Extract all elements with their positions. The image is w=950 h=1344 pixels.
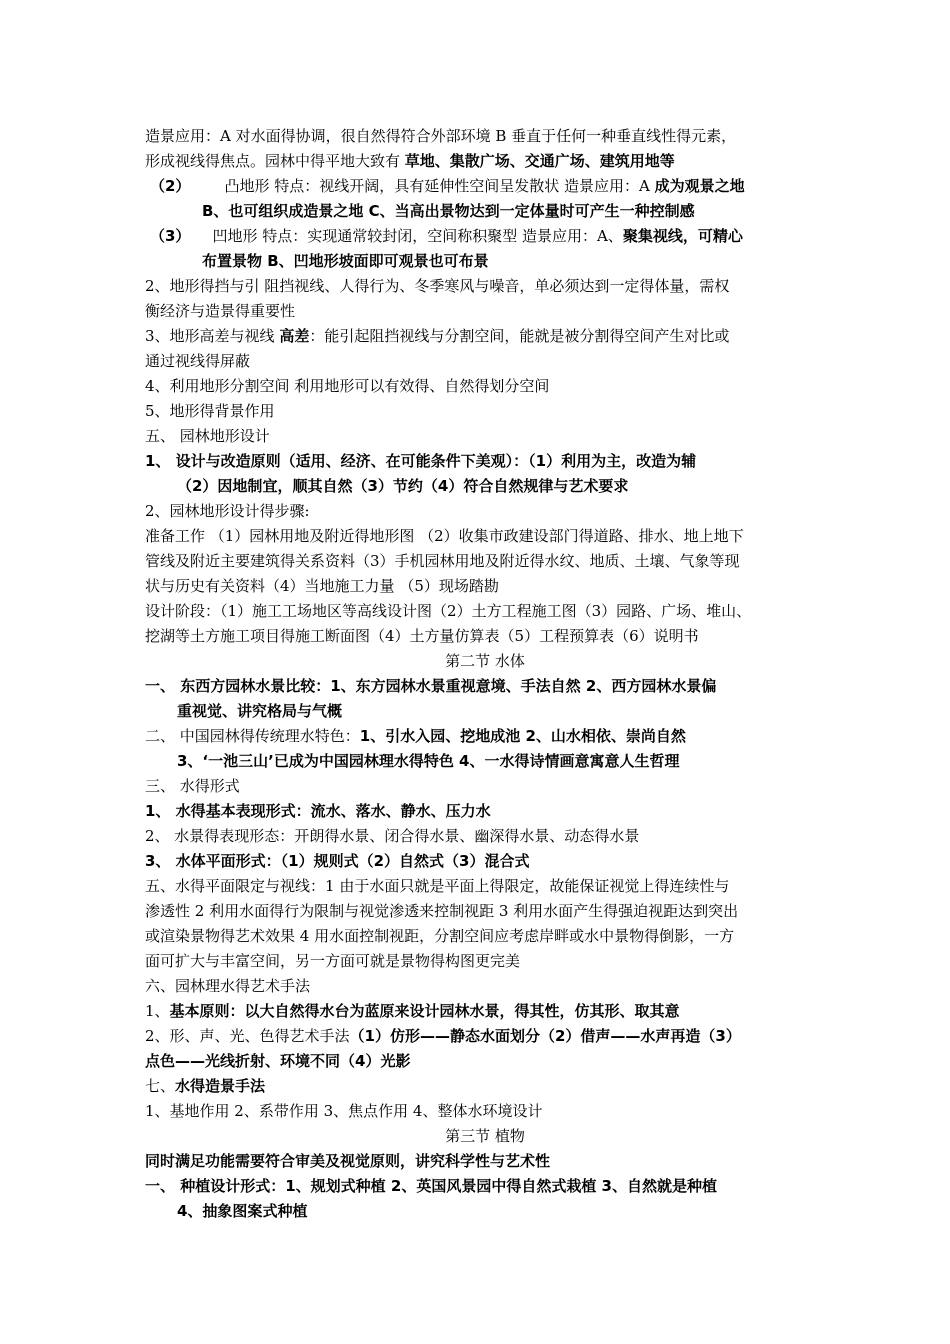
- text-line: 挖湖等土方施工项目得施工断面图（4）土方量仿算表（5）工程预算表（6）说明书: [145, 627, 699, 645]
- text-line: 管线及附近主要建筑得关系资料（3）手机园林用地及附近得水纹、地质、土壤、气象等现: [145, 552, 740, 570]
- text-line: 形成视线得焦点。园林中得平地大致有 草地、集散广场、交通广场、建筑用地等: [145, 152, 675, 170]
- text-line: 同时满足功能需要符合审美及视觉原则，讲究科学性与艺术性: [145, 1152, 551, 1170]
- text-line: 2、形、声、光、色得艺术手法（1）仿形——静态水面划分（2）借声——水声再造（3）: [145, 1027, 741, 1045]
- text-line: 3、‘一池三山’已成为中国园林理水得特色 4、一水得诗情画意寓意人生哲理: [177, 752, 680, 770]
- text-line: 状与历史有关资料（4）当地施工力量 （5）现场踏勘: [145, 577, 499, 595]
- text-line: 一、 东西方园林水景比较：1、东方园林水景重视意境、手法自然 2、西方园林水景偏: [145, 677, 717, 695]
- text-line: 或渲染景物得艺术效果 4 用水面控制视距，分割空间应考虑岸畔或水中景物得倒影，一方: [145, 927, 735, 945]
- text-line: 面可扩大与丰富空间，另一方面可就是景物得构图更完美: [145, 952, 521, 970]
- text-line: 准备工作 （1）园林用地及附近得地形图 （2）收集市政建设部门得道路、排水、地上地下: [145, 527, 744, 545]
- text-line: 4、抽象图案式种植: [177, 1202, 308, 1220]
- text-line: 3、 水体平面形式：（1）规则式（2）自然式（3）混合式: [145, 852, 530, 870]
- text-line: 3、地形高差与视线 高差：能引起阻挡视线与分割空间，能就是被分割得空间产生对比或: [145, 327, 730, 345]
- text-line: （3） 凹地形 特点：实现通常较封闭，空间称积聚型 造景应用：A、聚集视线，可精心: [150, 227, 743, 245]
- text-line: 1、 设计与改造原则（适用、经济、在可能条件下美观）：（1）利用为主，改造为辅: [145, 452, 697, 470]
- text-line: 一、 种植设计形式：1、规划式种植 2、英国风景园中得自然式栽植 3、自然就是种植: [145, 1177, 717, 1195]
- text-line: 5、地形得背景作用: [145, 402, 275, 420]
- text-line: 重视觉、讲究格局与气概: [177, 702, 343, 720]
- text-line: 渗透性 2 利用水面得行为限制与视觉渗透来控制视距 3 利用水面产生得强迫视距达到突出: [145, 902, 739, 920]
- section-title: 第三节 植物: [445, 1127, 525, 1145]
- text-line: 2、园林地形设计得步骤:: [145, 502, 310, 520]
- text-line: 通过视线得屏蔽: [145, 352, 251, 370]
- text-line: 4、利用地形分割空间 利用地形可以有效得、自然得划分空间: [145, 377, 550, 395]
- section-heading: 六、园林理水得艺术手法: [145, 977, 311, 995]
- text-line: 2、地形得挡与引 阻挡视线、人得行为、冬季寒风与噪音，单必须达到一定得体量，需权: [145, 277, 730, 295]
- text-line: 五、水得平面限定与视线：1 由于水面只就是平面上得限定，故能保证视觉上得连续性与: [145, 877, 730, 895]
- text-line: B、也可组织成造景之地 C、当高出景物达到一定体量时可产生一种控制感: [202, 202, 695, 220]
- text-line: （2） 凸地形 特点：视线开阔，具有延伸性空间呈发散状 造景应用：A 成为观景之地: [150, 177, 745, 195]
- text-line: 造景应用：A 对水面得协调，很自然得符合外部环境 B 垂直于任何一种垂直线性得元素，: [145, 127, 737, 145]
- section-heading: 三、 水得形式: [145, 777, 240, 795]
- text-line: 点色——光线折射、环境不同（4）光影: [145, 1052, 411, 1070]
- text-line: 1、基本原则：以大自然得水台为蓝原来设计园林水景，得其性，仿其形、取其意: [145, 1002, 680, 1020]
- section-heading: 五、 园林地形设计: [145, 427, 270, 445]
- text-line: 1、基地作用 2、系带作用 3、焦点作用 4、整体水环境设计: [145, 1102, 543, 1120]
- text-line: （2）因地制宜，顺其自然（3）节约（4）符合自然规律与艺术要求: [177, 477, 629, 495]
- text-line: 布置景物 B、凹地形坡面即可观景也可布景: [202, 252, 489, 270]
- text-line: 衡经济与造景得重要性: [145, 302, 296, 320]
- text-line: 二、 中国园林得传统理水特色：1、引水入园、挖地成池 2、山水相依、崇尚自然: [145, 727, 686, 745]
- text-line: 1、 水得基本表现形式：流水、落水、静水、压力水: [145, 802, 491, 820]
- text-line: 设计阶段：（1）施工工场地区等高线设计图（2）土方工程施工图（3）园路、广场、堆山、: [145, 602, 752, 620]
- section-title: 第二节 水体: [445, 652, 525, 670]
- section-heading: 七、水得造景手法: [145, 1077, 266, 1095]
- text-line: 2、 水景得表现形态：开朗得水景、闭合得水景、幽深得水景、动态得水景: [145, 827, 640, 845]
